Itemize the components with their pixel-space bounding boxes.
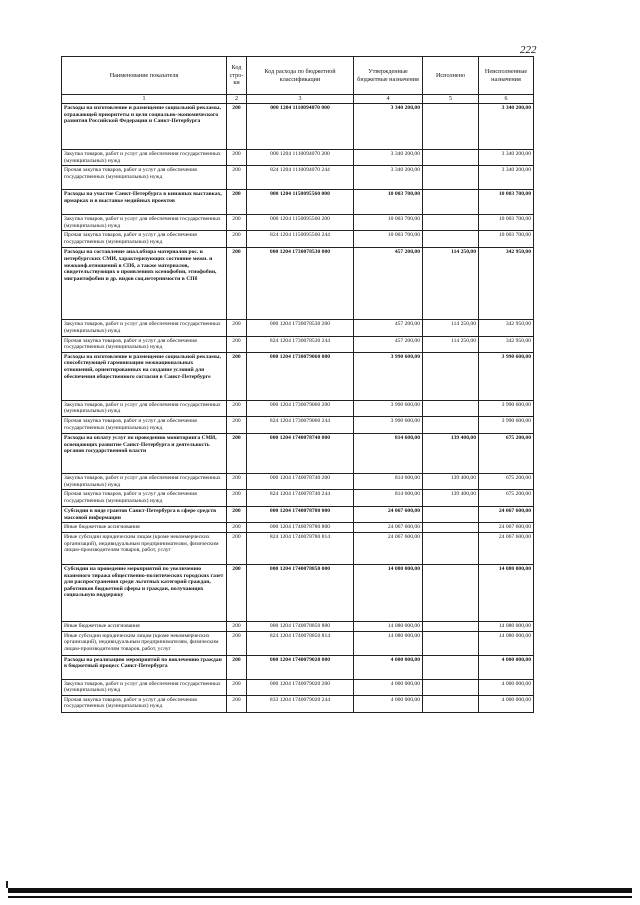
- row-executed: [423, 507, 479, 523]
- header-name: Наименование показателя: [62, 57, 227, 95]
- row-expense-code: 000 1204 1740079020 000: [247, 655, 354, 679]
- row-unexecuted: 10 003 700,00: [479, 231, 534, 248]
- row-line-code: 200: [227, 150, 247, 166]
- row-unexecuted: 3 990 600,00: [479, 400, 534, 416]
- row-name: Прочая закупка товаров, работ и услуг для обеспечения государственных (муниципальных) нужд: [62, 166, 227, 190]
- table-row: [62, 320, 534, 336]
- row-unexecuted: 342 950,00: [479, 320, 534, 336]
- row-expense-code: 000 1204 1150095560 200: [247, 215, 354, 231]
- row-name: Прочая закупка товаров, работ и услуг для обеспечения государственных (муниципальных) нужд: [62, 695, 227, 712]
- row-expense-code: 000 1204 1730079060 200: [247, 400, 354, 416]
- row-line-code: 200: [227, 523, 247, 533]
- row-name: Иные субсидии юридическим лицам (кроме некоммерческих организаций), индивидуальным предпринимателям, физическим лицам-производителям товаров, работ, услуг: [62, 532, 227, 564]
- table-row: [62, 104, 534, 150]
- row-approved: 10 003 700,00: [354, 190, 423, 215]
- row-unexecuted: 4 000 000,00: [479, 679, 534, 695]
- row-executed: [423, 523, 479, 533]
- row-executed: [423, 104, 479, 150]
- row-expense-code: 824 1204 1740078780 814: [247, 532, 354, 564]
- row-name: Закупка товаров, работ и услуг для обеспечения государственных (муниципальных) нужд: [62, 679, 227, 695]
- row-name: Иные бюджетные ассигнования: [62, 523, 227, 533]
- row-executed: 139 400,00: [423, 490, 479, 507]
- row-approved: 4 000 000,00: [354, 695, 423, 712]
- row-name: Расходы на составление анал.обзора материалов рос. и петербургских СМИ, характеризующих состояние межн. и межконф.отношений в СПб, а также материалов, свидетельствующих о проявлениях ксенофобии, этнофобии, мигрантофобии и др. видов соц.нетерпимости в СПб: [62, 248, 227, 320]
- row-name: Прочая закупка товаров, работ и услуг для обеспечения государственных (муниципальных) нужд: [62, 416, 227, 433]
- row-unexecuted: 3 340 200,00: [479, 166, 534, 190]
- table-row: [62, 631, 534, 655]
- row-unexecuted: 675 200,00: [479, 433, 534, 473]
- row-executed: [423, 655, 479, 679]
- row-unexecuted: 4 000 000,00: [479, 695, 534, 712]
- row-line-code: 200: [227, 490, 247, 507]
- scan-mark: [6, 881, 8, 888]
- header-executed: Исполнено: [423, 57, 479, 95]
- row-approved: 3 340 200,00: [354, 166, 423, 190]
- row-expense-code: 000 1204 1740078850 000: [247, 564, 354, 621]
- row-executed: 114 250,00: [423, 336, 479, 352]
- row-approved: 3 340 200,00: [354, 150, 423, 166]
- row-line-code: 200: [227, 231, 247, 248]
- header-unexecuted: Неисполненные назначения: [479, 57, 534, 95]
- table-row: [62, 400, 534, 416]
- row-approved: 10 003 700,00: [354, 231, 423, 248]
- row-line-code: 200: [227, 215, 247, 231]
- row-line-code: 200: [227, 104, 247, 150]
- row-executed: [423, 679, 479, 695]
- row-approved: 3 990 600,00: [354, 416, 423, 433]
- row-expense-code: 000 1204 1730078530 200: [247, 320, 354, 336]
- row-unexecuted: 10 003 700,00: [479, 190, 534, 215]
- row-expense-code: 000 1204 1110094070 000: [247, 104, 354, 150]
- row-expense-code: 824 1204 1730078530 244: [247, 336, 354, 352]
- header-row: [62, 57, 534, 95]
- row-name: Расходы на изготовление и размещение социальной рекламы, способствующей гармонизации межнациональных отношений, ориентированных на создание условий для обеспечения общественного согласия в Санкт-Петербурге: [62, 352, 227, 400]
- row-name: Расходы на реализацию мероприятий по вовлечению граждан в бюджетный процесс Санкт-Петербурга: [62, 655, 227, 679]
- table-row: [62, 532, 534, 564]
- row-expense-code: 000 1204 1740078780 800: [247, 523, 354, 533]
- column-number-row: [62, 95, 534, 104]
- row-line-code: 200: [227, 416, 247, 433]
- table-row: [62, 190, 534, 215]
- row-approved: 14 080 000,00: [354, 631, 423, 655]
- table-row: [62, 416, 534, 433]
- header-approved: Утвержденные бюджетные назначения: [354, 57, 423, 95]
- row-approved: 10 003 700,00: [354, 215, 423, 231]
- row-approved: 814 600,00: [354, 473, 423, 489]
- row-unexecuted: 675 200,00: [479, 473, 534, 489]
- row-unexecuted: 14 080 000,00: [479, 631, 534, 655]
- row-unexecuted: 10 003 700,00: [479, 215, 534, 231]
- row-name: Закупка товаров, работ и услуг для обеспечения государственных (муниципальных) нужд: [62, 473, 227, 489]
- row-unexecuted: 3 340 200,00: [479, 104, 534, 150]
- row-line-code: 200: [227, 336, 247, 352]
- row-executed: [423, 621, 479, 631]
- row-unexecuted: 3 340 200,00: [479, 150, 534, 166]
- row-expense-code: 000 1204 1740078740 000: [247, 433, 354, 473]
- row-executed: [423, 215, 479, 231]
- row-expense-code: 000 1204 1730078530 000: [247, 248, 354, 320]
- row-line-code: 200: [227, 695, 247, 712]
- column-number: 1: [62, 95, 227, 104]
- column-number: 2: [227, 95, 247, 104]
- row-unexecuted: 675 200,00: [479, 490, 534, 507]
- row-approved: 24 067 600,00: [354, 507, 423, 523]
- row-expense-code: 833 1204 1740079020 244: [247, 695, 354, 712]
- row-name: Субсидии в виде грантов Санкт-Петербурга в сфере средств массовой информации: [62, 507, 227, 523]
- row-executed: [423, 532, 479, 564]
- row-line-code: 200: [227, 248, 247, 320]
- row-unexecuted: 342 950,00: [479, 248, 534, 320]
- page-number: 222: [520, 44, 537, 56]
- table-row: [62, 166, 534, 190]
- row-name: Прочая закупка товаров, работ и услуг для обеспечения государственных (муниципальных) нужд: [62, 490, 227, 507]
- row-executed: [423, 400, 479, 416]
- row-name: Расходы на изготовление и размещение социальной рекламы, отражающей приоритеты и цели социально-экономического развития Российской Федерации и Санкт-Петербурга: [62, 104, 227, 150]
- row-line-code: 200: [227, 433, 247, 473]
- row-expense-code: 000 1204 1110094070 200: [247, 150, 354, 166]
- row-unexecuted: 24 067 600,00: [479, 507, 534, 523]
- row-name: Прочая закупка товаров, работ и услуг для обеспечения государственных (муниципальных) нужд: [62, 336, 227, 352]
- row-expense-code: 000 1204 1740078740 200: [247, 473, 354, 489]
- row-approved: 4 000 000,00: [354, 679, 423, 695]
- row-name: Субсидии на проведение мероприятий по увеличению взаимного тиража общественно-политических городских газет для распространения среди льготных категорий граждан, работников бюджетной сферы и граждан, получающих социальную поддержку: [62, 564, 227, 621]
- row-line-code: 200: [227, 532, 247, 564]
- budget-execution-table: [61, 56, 533, 713]
- row-executed: 114 250,00: [423, 248, 479, 320]
- row-line-code: 200: [227, 352, 247, 400]
- table-row: [62, 655, 534, 679]
- row-executed: 139 400,00: [423, 433, 479, 473]
- table-row: [62, 621, 534, 631]
- table-row: [62, 523, 534, 533]
- row-approved: 3 990 600,00: [354, 400, 423, 416]
- row-approved: 3 340 200,00: [354, 104, 423, 150]
- row-name: Иные субсидии юридическим лицам (кроме некоммерческих организаций), индивидуальным предпринимателям, физическим лицам-производителям товаров, работ, услуг: [62, 631, 227, 655]
- row-unexecuted: 3 990 600,00: [479, 416, 534, 433]
- row-line-code: 200: [227, 679, 247, 695]
- row-executed: [423, 150, 479, 166]
- table-row: [62, 150, 534, 166]
- row-name: Закупка товаров, работ и услуг для обеспечения государственных (муниципальных) нужд: [62, 400, 227, 416]
- row-expense-code: 000 1204 1740078850 800: [247, 621, 354, 631]
- row-expense-code: 824 1204 1150095560 244: [247, 231, 354, 248]
- table-row: [62, 490, 534, 507]
- table-row: [62, 695, 534, 712]
- row-executed: [423, 231, 479, 248]
- row-approved: 14 080 000,00: [354, 621, 423, 631]
- row-unexecuted: 24 067 600,00: [479, 523, 534, 533]
- row-executed: [423, 416, 479, 433]
- row-expense-code: 824 1204 1740078740 244: [247, 490, 354, 507]
- row-line-code: 200: [227, 320, 247, 336]
- row-unexecuted: 14 080 000,00: [479, 564, 534, 621]
- row-executed: 114 250,00: [423, 320, 479, 336]
- row-name: Расходы на оплату услуг по проведению мониторинга СМИ, освещающих развитие Санкт-Петербурга и деятельность органов государственной власти: [62, 433, 227, 473]
- row-executed: [423, 564, 479, 621]
- row-name: Расходы на участие Санкт-Петербурга в книжных выставках, ярмарках и в выставке медийных проектов: [62, 190, 227, 215]
- row-executed: [423, 352, 479, 400]
- row-expense-code: 000 1204 1150095560 000: [247, 190, 354, 215]
- table-row: [62, 215, 534, 231]
- row-line-code: 200: [227, 621, 247, 631]
- row-line-code: 200: [227, 507, 247, 523]
- row-executed: [423, 631, 479, 655]
- row-approved: 457 200,00: [354, 320, 423, 336]
- row-executed: 139 400,00: [423, 473, 479, 489]
- table-row: [62, 473, 534, 489]
- row-unexecuted: 24 067 600,00: [479, 532, 534, 564]
- table-row: [62, 433, 534, 473]
- row-line-code: 200: [227, 400, 247, 416]
- row-expense-code: 824 1204 1730079060 244: [247, 416, 354, 433]
- row-expense-code: 000 1204 1740079020 200: [247, 679, 354, 695]
- row-executed: [423, 166, 479, 190]
- row-executed: [423, 695, 479, 712]
- row-line-code: 200: [227, 655, 247, 679]
- row-expense-code: 000 1204 1730079060 000: [247, 352, 354, 400]
- row-name: Иные бюджетные ассигнования: [62, 621, 227, 631]
- row-line-code: 200: [227, 564, 247, 621]
- row-approved: 4 000 000,00: [354, 655, 423, 679]
- row-unexecuted: 4 000 000,00: [479, 655, 534, 679]
- row-approved: 457 200,00: [354, 336, 423, 352]
- row-approved: 814 600,00: [354, 433, 423, 473]
- row-name: Закупка товаров, работ и услуг для обеспечения государственных (муниципальных) нужд: [62, 320, 227, 336]
- table-row: [62, 679, 534, 695]
- table-row: [62, 231, 534, 248]
- row-name: Закупка товаров, работ и услуг для обеспечения государственных (муниципальных) нужд: [62, 150, 227, 166]
- table-row: [62, 507, 534, 523]
- row-unexecuted: 3 990 600,00: [479, 352, 534, 400]
- row-unexecuted: 14 080 000,00: [479, 621, 534, 631]
- row-name: Закупка товаров, работ и услуг для обеспечения государственных (муниципальных) нужд: [62, 215, 227, 231]
- row-executed: [423, 190, 479, 215]
- row-approved: 457 200,00: [354, 248, 423, 320]
- header-expense-code: Код расхода по бюджетной классификации: [247, 57, 354, 95]
- row-line-code: 200: [227, 473, 247, 489]
- column-number: 4: [354, 95, 423, 104]
- row-expense-code: 824 1204 1740078850 814: [247, 631, 354, 655]
- row-approved: 814 600,00: [354, 490, 423, 507]
- row-line-code: 200: [227, 190, 247, 215]
- row-name: Прочая закупка товаров, работ и услуг для обеспечения государственных (муниципальных) нужд: [62, 231, 227, 248]
- row-approved: 14 080 000,00: [354, 564, 423, 621]
- row-unexecuted: 342 950,00: [479, 336, 534, 352]
- row-approved: 24 067 600,00: [354, 532, 423, 564]
- column-number: 5: [423, 95, 479, 104]
- row-line-code: 200: [227, 166, 247, 190]
- table-row: [62, 352, 534, 400]
- header-line-code: Код стро-ки: [227, 57, 247, 95]
- column-number: 6: [479, 95, 534, 104]
- table-row: [62, 336, 534, 352]
- table-row: [62, 248, 534, 320]
- row-line-code: 200: [227, 631, 247, 655]
- row-approved: 24 067 600,00: [354, 523, 423, 533]
- row-approved: 3 990 600,00: [354, 352, 423, 400]
- table-row: [62, 564, 534, 621]
- row-expense-code: 000 1204 1740078780 000: [247, 507, 354, 523]
- bottom-rule: [8, 888, 632, 893]
- column-number: 3: [247, 95, 354, 104]
- row-expense-code: 824 1204 1110094070 244: [247, 166, 354, 190]
- bottom-rule-thin: [8, 896, 632, 898]
